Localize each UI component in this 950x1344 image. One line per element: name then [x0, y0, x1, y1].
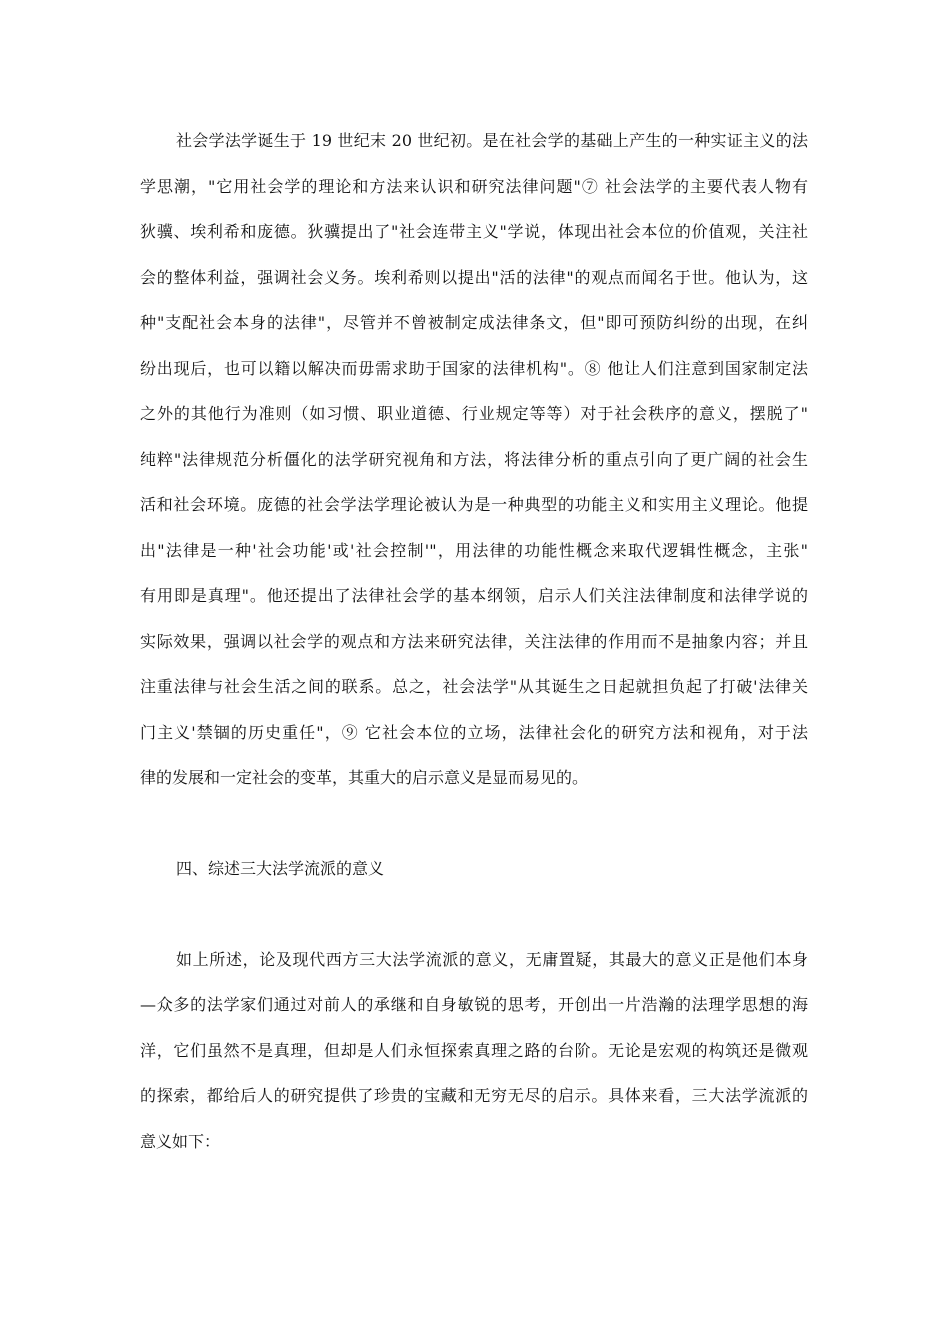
paragraph-line: —众多的法学家们通过对前人的承继和自身敏锐的思考，开创出一片浩瀚的法理学思想的海 — [140, 995, 808, 1014]
paragraph-line: 狄骥、埃利希和庞德。狄骥提出了"社会连带主义"学说，体现出社会本位的价值观，关注社 — [140, 222, 808, 241]
paragraph-line: 如上所述，论及现代西方三大法学流派的意义，无庸置疑，其最大的意义正是他们本身 — [176, 950, 808, 969]
paragraph-line: 纷出现后，也可以籍以解决而毋需求助于国家的法律机构"。⑧ 他让人们注意到国家制定法 — [140, 359, 808, 378]
paragraph-line: 意义如下： — [140, 1132, 221, 1151]
paragraph-line: 出"法律是一种'社会功能'或'社会控制'"，用法律的功能性概念来取代逻辑性概念，主张" — [140, 541, 808, 560]
paragraph-line: 注重法律与社会生活之间的联系。总之，社会法学"从其诞生之日起就担负起了打破'法律关 — [140, 677, 808, 696]
paragraph-line: 有用即是真理"。他还提出了法律社会学的基本纲领，启示人们关注法律制度和法律学说的 — [140, 586, 808, 605]
paragraph-line: 门主义'禁锢的历史重任"，⑨ 它社会本位的立场，法律社会化的研究方法和视角，对于法 — [140, 723, 808, 742]
paragraph-line: 活和社会环境。庞德的社会学法学理论被认为是一种典型的功能主义和实用主义理论。他提 — [140, 495, 808, 514]
paragraph-line: 种"支配社会本身的法律"，尽管并不曾被制定成法律条文，但"即可预防纠纷的出现，在纠 — [140, 313, 808, 332]
paragraph-line: 洋，它们虽然不是真理，但却是人们永恒探索真理之路的台阶。无论是宏观的构筑还是微观 — [140, 1041, 808, 1060]
paragraph-line: 之外的其他行为准则（如习惯、职业道德、行业规定等等）对于社会秩序的意义，摆脱了" — [140, 404, 808, 423]
paragraph-line: 实际效果，强调以社会学的观点和方法来研究法律，关注法律的作用而不是抽象内容；并且 — [140, 632, 808, 651]
paragraph-line: 的探索，都给后人的研究提供了珍贵的宝藏和无穷无尽的启示。具体来看，三大法学流派的 — [140, 1086, 808, 1105]
paragraph-line: 律的发展和一定社会的变革，其重大的启示意义是显而易见的。 — [140, 768, 589, 787]
paragraph-line: 纯粹"法律规范分析僵化的法学研究视角和方法，将法律分析的重点引向了更广阔的社会生 — [140, 450, 808, 469]
paragraph-line: 社会学法学诞生于 19 世纪末 20 世纪初。是在社会学的基础上产生的一种实证主义的法 — [176, 131, 808, 150]
paragraph-line: 会的整体利益，强调社会义务。埃利希则以提出"活的法律"的观点而闻名于世。他认为，这 — [140, 268, 808, 287]
paragraph-line: 学思潮，"它用社会学的理论和方法来认识和研究法律问题"⑦ 社会法学的主要代表人物有 — [140, 177, 808, 196]
section-heading: 四、综述三大法学流派的意义 — [176, 859, 385, 878]
